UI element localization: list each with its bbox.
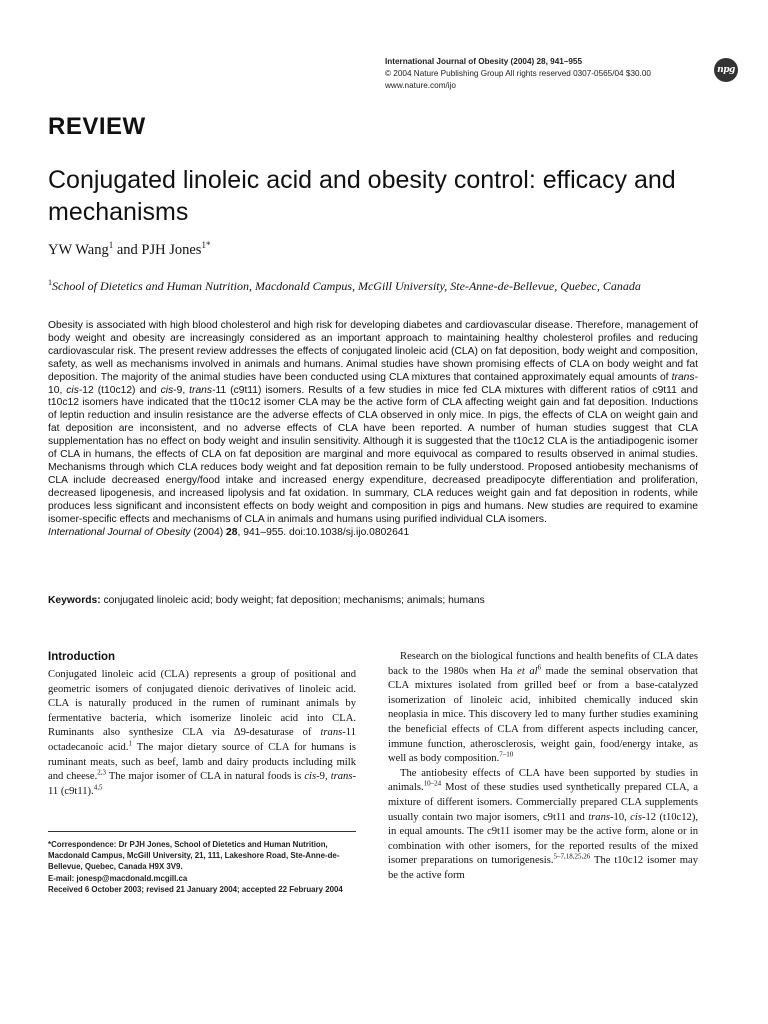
section-label: REVIEW [48, 113, 146, 140]
citation-doi: , 941–955. doi:10.1038/sj.ijo.0802641 [237, 526, 410, 538]
body-segment: -11 (c9t11). [48, 771, 357, 797]
body-italic: trans [330, 771, 353, 783]
journal-citation-line: International Journal of Obesity (2004) 28, 941–955 [385, 57, 583, 66]
keywords-list: conjugated linoleic acid; body weight; fat deposition; mechanisms; animals; humans [100, 595, 485, 606]
body-segment: Research on the biological functions and health benefits of CLA dates back to the 1980s when Ha [388, 651, 698, 677]
reference-marker[interactable]: 5–7,18,25,26 [553, 852, 591, 861]
correspondence-address: *Correspondence: Dr PJH Jones, School of Dietetics and Human Nutrition, Macdonald Campus, McGill University, 21, 111, Lakeshore Road, Ste-Anne-de-Bellevue, Quebec, Canada H9X 3V9. [48, 840, 340, 872]
body-segment: made the seminal observation that CLA mixtures isolated from grilled beef or from a base-catalyzed isomerization of linoleic acid, inhibited chemically induced skin neoplasia in mice. This discovery led to many further studies examining the beneficial effects of CLA from different aspects including cancer, immune function, atherosclerosis, weight gain, food/energy intake, as well as body composition. [388, 665, 698, 765]
body-italic: trans [588, 811, 610, 823]
citation-year: (2004) [190, 526, 227, 538]
abstract-text [48, 320, 698, 527]
article-citation [48, 527, 698, 540]
abstract-segment: -10, [48, 371, 698, 396]
author-affiliation-marker: 1* [201, 240, 211, 250]
author-list [48, 240, 210, 259]
body-segment: The major isomer of CLA in natural foods is [106, 771, 305, 783]
reference-marker[interactable]: 4,5 [93, 783, 103, 792]
citation-volume: 28 [226, 526, 238, 538]
correspondence-email[interactable]: E-mail: jonesp@macdonald.mcgill.ca [48, 873, 188, 883]
copyright-line: © 2004 Nature Publishing Group All rights reserved 0307-0565/04 $30.00 [385, 69, 651, 78]
received-dates: Received 6 October 2003; revised 21 January 2004; accepted 22 February 2004 [48, 884, 343, 894]
reference-marker[interactable]: 1 [128, 739, 132, 748]
reference-marker[interactable]: 10–24 [423, 779, 442, 788]
body-segment: -9, [316, 771, 331, 783]
abstract-segment: -11 (c9t11) isomers. Results of a few studies in mice fed CLA mixtures with different ratios of c9t11 and t10c12 isomers have indicated that the t10c12 isomer CLA may be the active form of CLA affecting weight gain and fat deposition. Inductions of leptin reduction and insulin resistance are the adverse effects of CLA observed in only mice. In pigs, the effects of CLA on weight gain and fat deposition are inconsistent, and no adverse effects of CLA have been reported. A number of human studies suggest that CLA supplementation has no effect on body weight and insulin sensitivity. Although it is suggested that the t10c12 CLA is the antiadipogenic isomer of CLA in humans, the effects of CLA on fat deposition are marginal and more equivocal as compared to results observed in animal studies. Mechanisms through which CLA reduces body weight and fat deposition remain to be fully understood. Proposed antiobesity mechanisms of CLA include decreased energy/food intake and increased energy expenditure, decreased preadipocyte differentiation and proliferation, decreased lipogenesis, and increased lipolysis and fat oxidation. In summary, CLA reduces weight gain and fat deposition in rodents, while produces less significant and inconsistent effects on body weight and composition in pigs and humans. New studies are required to examine isomer-specific effects and mechanisms of CLA in animals and humans using purified individual CLA isomers. [48, 384, 698, 525]
body-paragraph [388, 650, 698, 767]
abstract-italic: trans [671, 371, 695, 383]
citation-journal: International Journal of Obesity [48, 526, 191, 538]
journal-header [385, 56, 715, 92]
author-joiner: and [113, 241, 142, 258]
body-segment: -12 (t10c12), in equal amounts. The c9t11 isomer may be the active form, alone or in combination with other isomers, for the reported results of the mixed isomer preparations on tumorigenesis. [388, 811, 699, 867]
body-italic: trans [320, 727, 343, 739]
body-italic: cis [630, 811, 642, 823]
body-segment: Conjugated linoleic acid (CLA) represents a group of positional and geometric isomers of conjugated dienoic derivatives of linoleic acid. CLA is naturally produced in the rumen of ruminant animals by fermentative bacteria, which isomerize linoleic acid into CLA. Ruminants also synthesize CLA via Δ9-desaturase of [48, 669, 356, 739]
body-italic: et al [517, 665, 538, 677]
body-segment: -11 octadecanoic acid. [48, 727, 356, 753]
author-name: PJH Jones [141, 241, 202, 258]
reference-marker[interactable]: 7–10 [499, 750, 514, 759]
abstract-segment: -12 (t10c12) and [78, 384, 161, 396]
journal-url[interactable]: www.nature.com/ijo [385, 81, 456, 90]
section-heading-introduction: Introduction [48, 651, 116, 663]
body-paragraph [48, 668, 356, 799]
footnote-divider [48, 831, 356, 832]
body-segment: The major dietary source of CLA for humans is ruminant meats, such as beef, lamb and dairy products including milk and cheese. [48, 741, 357, 783]
author-affiliation-marker: 1 [108, 240, 114, 250]
reference-marker[interactable]: 2,3 [97, 768, 107, 777]
reference-marker[interactable]: 6 [537, 663, 542, 672]
body-segment: Most of these studies used synthetically prepared CLA, a mixture of different isomers. Commercially prepared CLA supplements usually contain two major isomers, c9t11 and [388, 782, 698, 823]
left-column [48, 650, 356, 799]
keywords [48, 595, 708, 606]
body-italic: cis [304, 771, 317, 783]
correspondence-footnote [48, 839, 358, 895]
body-segment: The antiobesity effects of CLA have been supported by studies in animals. [388, 767, 698, 794]
body-paragraph [388, 767, 698, 884]
abstract [48, 320, 698, 539]
abstract-italic: cis [66, 384, 79, 396]
abstract-segment: -9, [173, 384, 190, 396]
abstract-segment: Obesity is associated with high blood cholesterol and high risk for developing diabetes and cardiovascular disease. Therefore, management of body weight and obesity are increasingly considered as an important approach to maintaining healthy cholesterol profiles and reducing cardiovascular risk. The present review addresses the effects of conjugated linoleic acid (CLA) on fat deposition, body weight and composition, safety, as well as mechanisms involved in animals and humans. Animal studies have shown promising effects of CLA on body weight and fat deposition. The majority of the animal studies have been conducted using CLA mixtures that contained approximately equal amounts of [48, 320, 698, 383]
affiliation-marker: 1 [48, 278, 52, 287]
article-title: Conjugated linoleic acid and obesity control: efficacy and mechanisms [48, 166, 676, 226]
affiliation-text: School of Dietetics and Human Nutrition, Macdonald Campus, McGill University, Ste-Anne-de-Bellevue, Quebec, Canada [52, 279, 641, 293]
abstract-italic: trans [189, 384, 213, 396]
abstract-italic: cis [160, 384, 174, 396]
right-column [388, 650, 698, 884]
keywords-label: Keywords: [48, 595, 101, 606]
npg-logo: npg [714, 58, 738, 82]
author-name: YW Wang [48, 241, 109, 258]
body-segment: The t10c12 isomer may be the active form [388, 855, 698, 881]
body-segment: -10, [610, 811, 631, 823]
affiliation [48, 278, 728, 294]
